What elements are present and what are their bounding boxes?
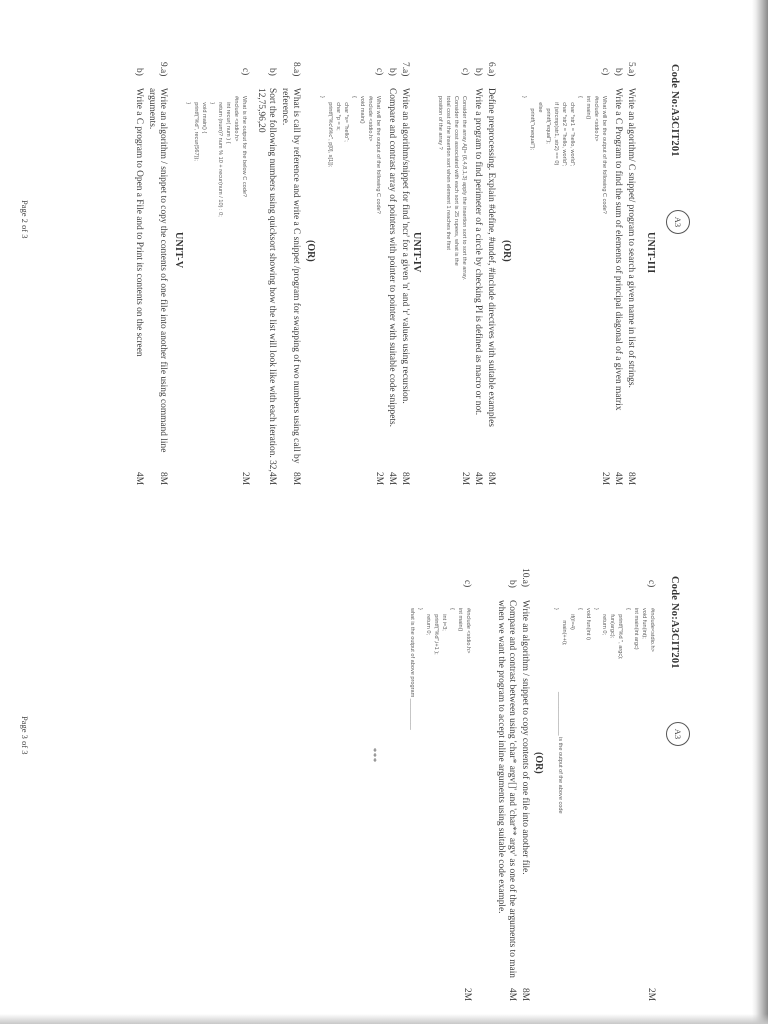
question-label: 10.a): [520, 568, 530, 588]
question-label: c): [646, 580, 656, 588]
scan-bottom-shadow: [0, 1014, 768, 1024]
marks: 2M: [646, 988, 656, 1002]
question-text: Compare and contrast array of pointers with pointer to pointer with suitable code snippets.: [387, 88, 397, 427]
question-text: Compare and contrast between using 'char* argv[]' and 'char** argv' as one of the arguments to main when we want the program to accept inline arguments using suitable code example.: [496, 600, 517, 978]
marks: 2M: [240, 472, 250, 486]
code-snippet: #include<stdio.h> void fun(int); int main(int argc) { printf("%d ", argc); fun(argc); return 0; } void fun(int i) { if(i!=4) main(++i); }: [553, 608, 655, 660]
question-text: What is call by reference and write a C snippet /program for swapping of two numbers using call by reference.: [280, 88, 301, 464]
code-snippet: #include <stdio.h> int main() { int i=3; printf("%d",i+1 ); return 0; } what is the output of above program __________: [409, 608, 471, 730]
question-text: Write a C Program to find the sum of elements of principal diagonal of a given matrix: [613, 88, 623, 411]
scan-edge-shadow: [752, 0, 768, 1024]
marks: 4M: [507, 988, 517, 1002]
marks: 2M: [460, 472, 470, 486]
question-text: Define preprocessing. Explain #define, #undef, #include directives with suitable examples: [486, 88, 496, 427]
question-text: Write an algorithm / snippet to copy contents of one file into another file.: [520, 600, 530, 875]
question-label: c): [460, 68, 470, 76]
code-snippet: What will be the output of the following C code? #include <stdio.h> int main() { char *str1 = "hello, world"; char *str2 = "hello, world"; if (strcmp(str1, str2) == 0) printf("equal"); else printf("unequal"); }: [521, 96, 607, 214]
marks: 2M: [374, 472, 384, 486]
blank-answer-note: ______________ is the output of the above code: [557, 692, 563, 814]
marks: 4M: [267, 472, 277, 486]
question-text: Write an algorithm / snippet to copy the contents of one file into another file using command line arguments.: [147, 88, 168, 453]
unit-heading: UNIT-IV: [411, 232, 422, 273]
page-footer: Page 2 of 3: [20, 200, 30, 239]
marks: 8M: [400, 472, 410, 486]
end-stars: ***: [369, 748, 378, 763]
question-label: c): [600, 68, 610, 76]
marks: 8M: [158, 472, 168, 486]
marks: 8M: [520, 988, 530, 1002]
marks: 8M: [626, 472, 636, 486]
question-label: 6.a): [486, 62, 496, 77]
marks: 8M: [486, 472, 496, 486]
or-separator: (OR): [501, 240, 512, 262]
question-text: Write an algorithm/ C snippet/ program to search a given name in list of strings.: [626, 88, 636, 388]
question-text: Write a C program to Open a File and to Print its contents on the screen: [134, 88, 144, 357]
or-separator: (OR): [305, 240, 316, 262]
marks: 4M: [387, 472, 397, 486]
code-number: Code No:A3CIT201: [669, 64, 680, 157]
page-circle-stamp: A3: [666, 722, 690, 746]
question-label: b): [134, 68, 144, 76]
or-separator: (OR): [533, 752, 544, 774]
code-snippet: What is the output for the below C code? #include <stdio.h> int recur( num ) { return (num)? num % 10 + recur(num / 10) : 0; } void main() { printf("%d", recur(567)); }: [185, 96, 247, 217]
question-text: Write a program to find perimeter of a circle by checking PI is defined as macro or not.: [473, 88, 483, 416]
marks: 4M: [134, 472, 144, 486]
unit-heading: UNIT-III: [645, 232, 656, 274]
unit-heading: UNIT-V: [173, 232, 184, 269]
marks: 4M: [473, 472, 483, 486]
question-label: 7.a): [400, 62, 410, 77]
question-label: 9.a): [158, 62, 168, 77]
code-snippet: Consider the array A[]= {6,4,8,1,3} apply the insertion sort to sort the array. Consider the cost associated with each sort is 25 rupees, what is the total cost of the insertion sort when element 1 reaches the first position of the array ?: [437, 96, 467, 281]
question-label: b): [387, 68, 397, 76]
marks: 2M: [600, 472, 610, 486]
question-label: b): [507, 580, 517, 588]
question-label: c): [374, 68, 384, 76]
question-label: 5.a): [626, 62, 636, 77]
question-label: c): [462, 580, 472, 588]
question-label: b): [613, 68, 623, 76]
question-text: Sort the following numbers using quicksort showing how the list will look like with each iteration. 32, 12,75,96,20: [256, 88, 277, 472]
question-label: b): [473, 68, 483, 76]
question-label: 8.a): [291, 62, 301, 77]
page-footer: Page 3 of 3: [20, 716, 30, 755]
question-text: Write an algorithm/snippet for find 'ncr' for a given 'n' and 'r' values using recursion.: [400, 88, 410, 404]
code-number: Code No:A3CIT201: [669, 576, 680, 669]
page-three: [0, 512, 768, 1024]
page-circle-stamp: A3: [666, 210, 690, 234]
marks: 4M: [613, 472, 623, 486]
marks: 8M: [291, 472, 301, 486]
question-label: b): [267, 68, 277, 76]
question-label: c): [240, 68, 250, 76]
marks: 2M: [462, 988, 472, 1002]
code-snippet: What will be the output of the following C code? #include <stdio.h> void main() { char *s= "hello"; char *p = s; printf("%c\t%c", p[0], s[1]); }: [319, 96, 381, 214]
